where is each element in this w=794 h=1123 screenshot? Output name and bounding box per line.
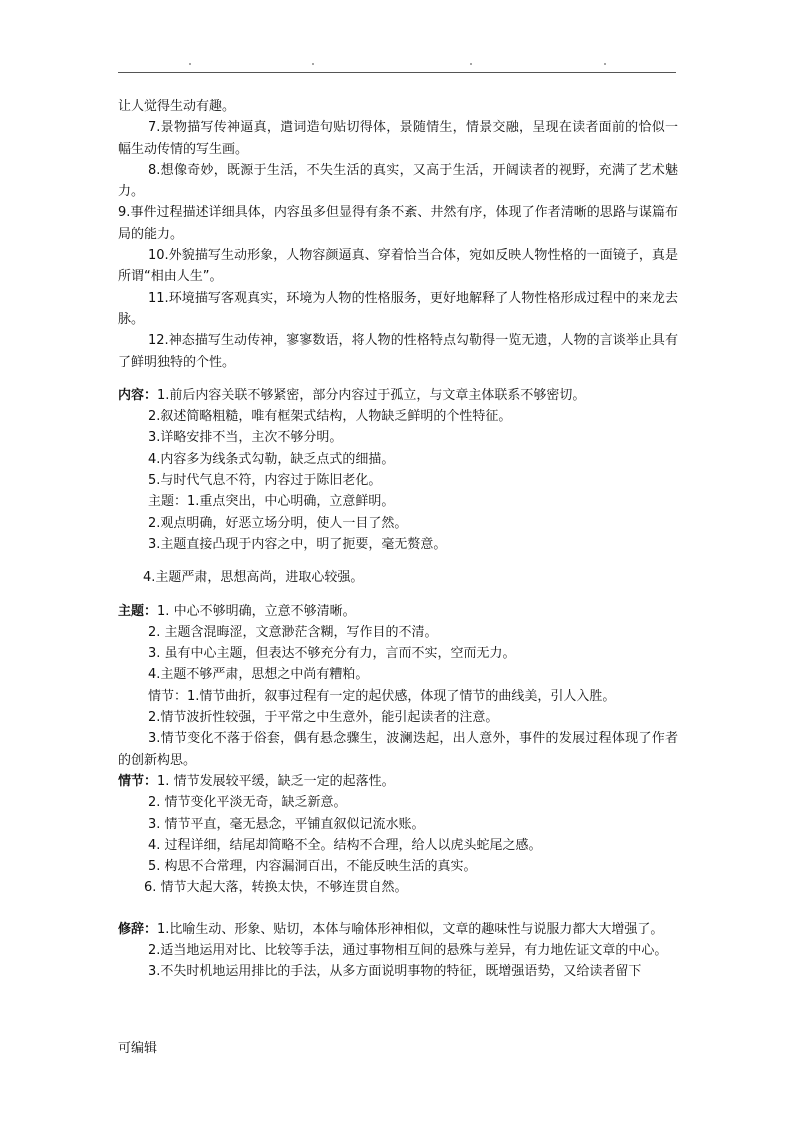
paragraph-continued: 让人觉得生动有趣。 (118, 99, 236, 114)
header-rule (118, 72, 676, 73)
spacer (118, 555, 678, 567)
spacer (118, 589, 678, 601)
theme-item: 3. 虽有中心主题，但表达不够充分有力，言而不实，空而无力。 (148, 646, 516, 662)
rhetoric-item: 2.适当地运用对比、比较等手法，通过事物相互间的悬殊与差异，有力地佐证文章的中心。 (148, 942, 668, 958)
plot-label: 情节 (118, 773, 145, 789)
document-body (118, 96, 678, 983)
plot-item: 2. 情节变化平淡无奇，缺乏新意。 (148, 795, 347, 811)
content-item: 3.详略安排不当，主次不够分明。 (148, 430, 343, 446)
header-dot (189, 63, 191, 65)
paragraph-8: 8.想像奇妙，既源于生活，不失生活的真实，又高于生活，开阔读者的视野，充满了艺术魅力。 (118, 162, 678, 200)
theme-item: 1. 中心不够明确，立意不够清晰。 (157, 603, 356, 619)
paragraph-9: 9.事件过程描述详细具体，内容虽多但显得有条不紊、井然有序，体现了作者清晰的思路与谋篇布局的能力。 (118, 205, 678, 242)
rhetoric-label-colon: ： (144, 921, 158, 937)
content-label-colon: ： (144, 387, 158, 403)
theme-item: 3.情节变化不落于俗套，偶有悬念骤生，波澜迭起，出人意外，事件的发展过程体现了作者的创新构思。 (118, 731, 678, 768)
content-item: 1.前后内容关联不够紧密，部分内容过于孤立，与文章主体联系不够密切。 (157, 387, 586, 403)
theme-item: 情节：1.情节曲折，叙事过程有一定的起伏感，体现了情节的曲线美，引人入胜。 (148, 688, 616, 704)
rhetoric-section-first (118, 919, 678, 940)
rhetoric-item: 1.比喻生动、形象、贴切，本体与喻体形神相似，文章的趣味性与说服力都大大增强了。 (157, 921, 664, 937)
content-item: 3.主题直接凸现于内容之中，明了扼要，毫无赘意。 (148, 536, 447, 552)
theme-section-first (118, 601, 678, 622)
rhetoric-label: 修辞 (118, 921, 145, 937)
theme-item: 2. 主题含混晦涩，文意渺茫含糊，写作目的不清。 (148, 624, 438, 640)
theme-label-colon: ： (144, 603, 158, 619)
header-dot (312, 63, 314, 65)
plot-item: 5. 构思不合常理，内容漏洞百出，不能反映生活的真实。 (148, 859, 477, 875)
spacer (118, 373, 678, 385)
theme-item: 2.情节波折性较强，于平常之中生意外，能引起读者的注意。 (148, 710, 499, 726)
theme-label: 主题 (118, 603, 145, 619)
paragraph-12: 12.神态描写生动传神，寥寥数语，将人物的性格特点勾勒得一览无遗，人物的言谈举止具有了鲜明独特的个性。 (118, 333, 678, 370)
paragraph-11: 11.环境描写客观真实，环境为人物的性格服务，更好地解释了人物性格形成过程中的来龙去脉。 (118, 290, 678, 327)
paragraph-7: 7.景物描写传神逼真，遣词造句贴切得体，景随情生，情景交融，呈现在读者面前的恰似一幅生动传情的写生画。 (118, 120, 678, 157)
content-item: 2.叙述简略粗糙，唯有框架式结构，人物缺乏鲜明的个性特征。 (148, 409, 512, 425)
plot-item: 4. 过程详细，结尾却简略不全。结构不合理，给人以虎头蛇尾之感。 (148, 837, 542, 853)
content-section-first (118, 385, 678, 406)
spacer (118, 899, 678, 919)
rhetoric-item: 3.不失时机地运用排比的手法，从多方面说明事物的特征，既增强语势，又给读者留下 (148, 964, 642, 980)
plot-item: 3. 情节平直，毫无悬念，平铺直叙似记流水账。 (148, 816, 425, 832)
theme-item: 4.主题不够严肃，思想之中尚有糟粕。 (148, 667, 369, 683)
header-dot (604, 63, 606, 65)
header-dot (470, 63, 472, 65)
plot-item: 1. 情节发展较平缓，缺乏一定的起落性。 (157, 773, 395, 789)
content-item: 5.与时代气息不符，内容过于陈旧老化。 (148, 473, 382, 489)
content-item: 4.主题严肃，思想高尚，进取心较强。 (143, 570, 364, 586)
plot-label-colon: ： (144, 773, 158, 789)
content-label: 内容 (118, 387, 145, 403)
page-footer: 可编辑 (118, 1041, 158, 1056)
plot-item: 6. 情节大起大落，转换太快，不够连贯自然。 (144, 880, 408, 896)
paragraph-10: 10.外貌描写生动形象，人物容颜逼真、穿着恰当合体，宛如反映人物性格的一面镜子，真是所谓“相由人生”。 (118, 248, 678, 285)
content-item: 2.观点明确，好恶立场分明，使人一目了然。 (148, 515, 408, 531)
content-item: 4.内容多为线条式勾勒，缺乏点式的细描。 (148, 451, 395, 467)
content-item: 主题：1.重点突出，中心明确，立意鲜明。 (148, 494, 395, 510)
plot-section-first (118, 771, 678, 792)
